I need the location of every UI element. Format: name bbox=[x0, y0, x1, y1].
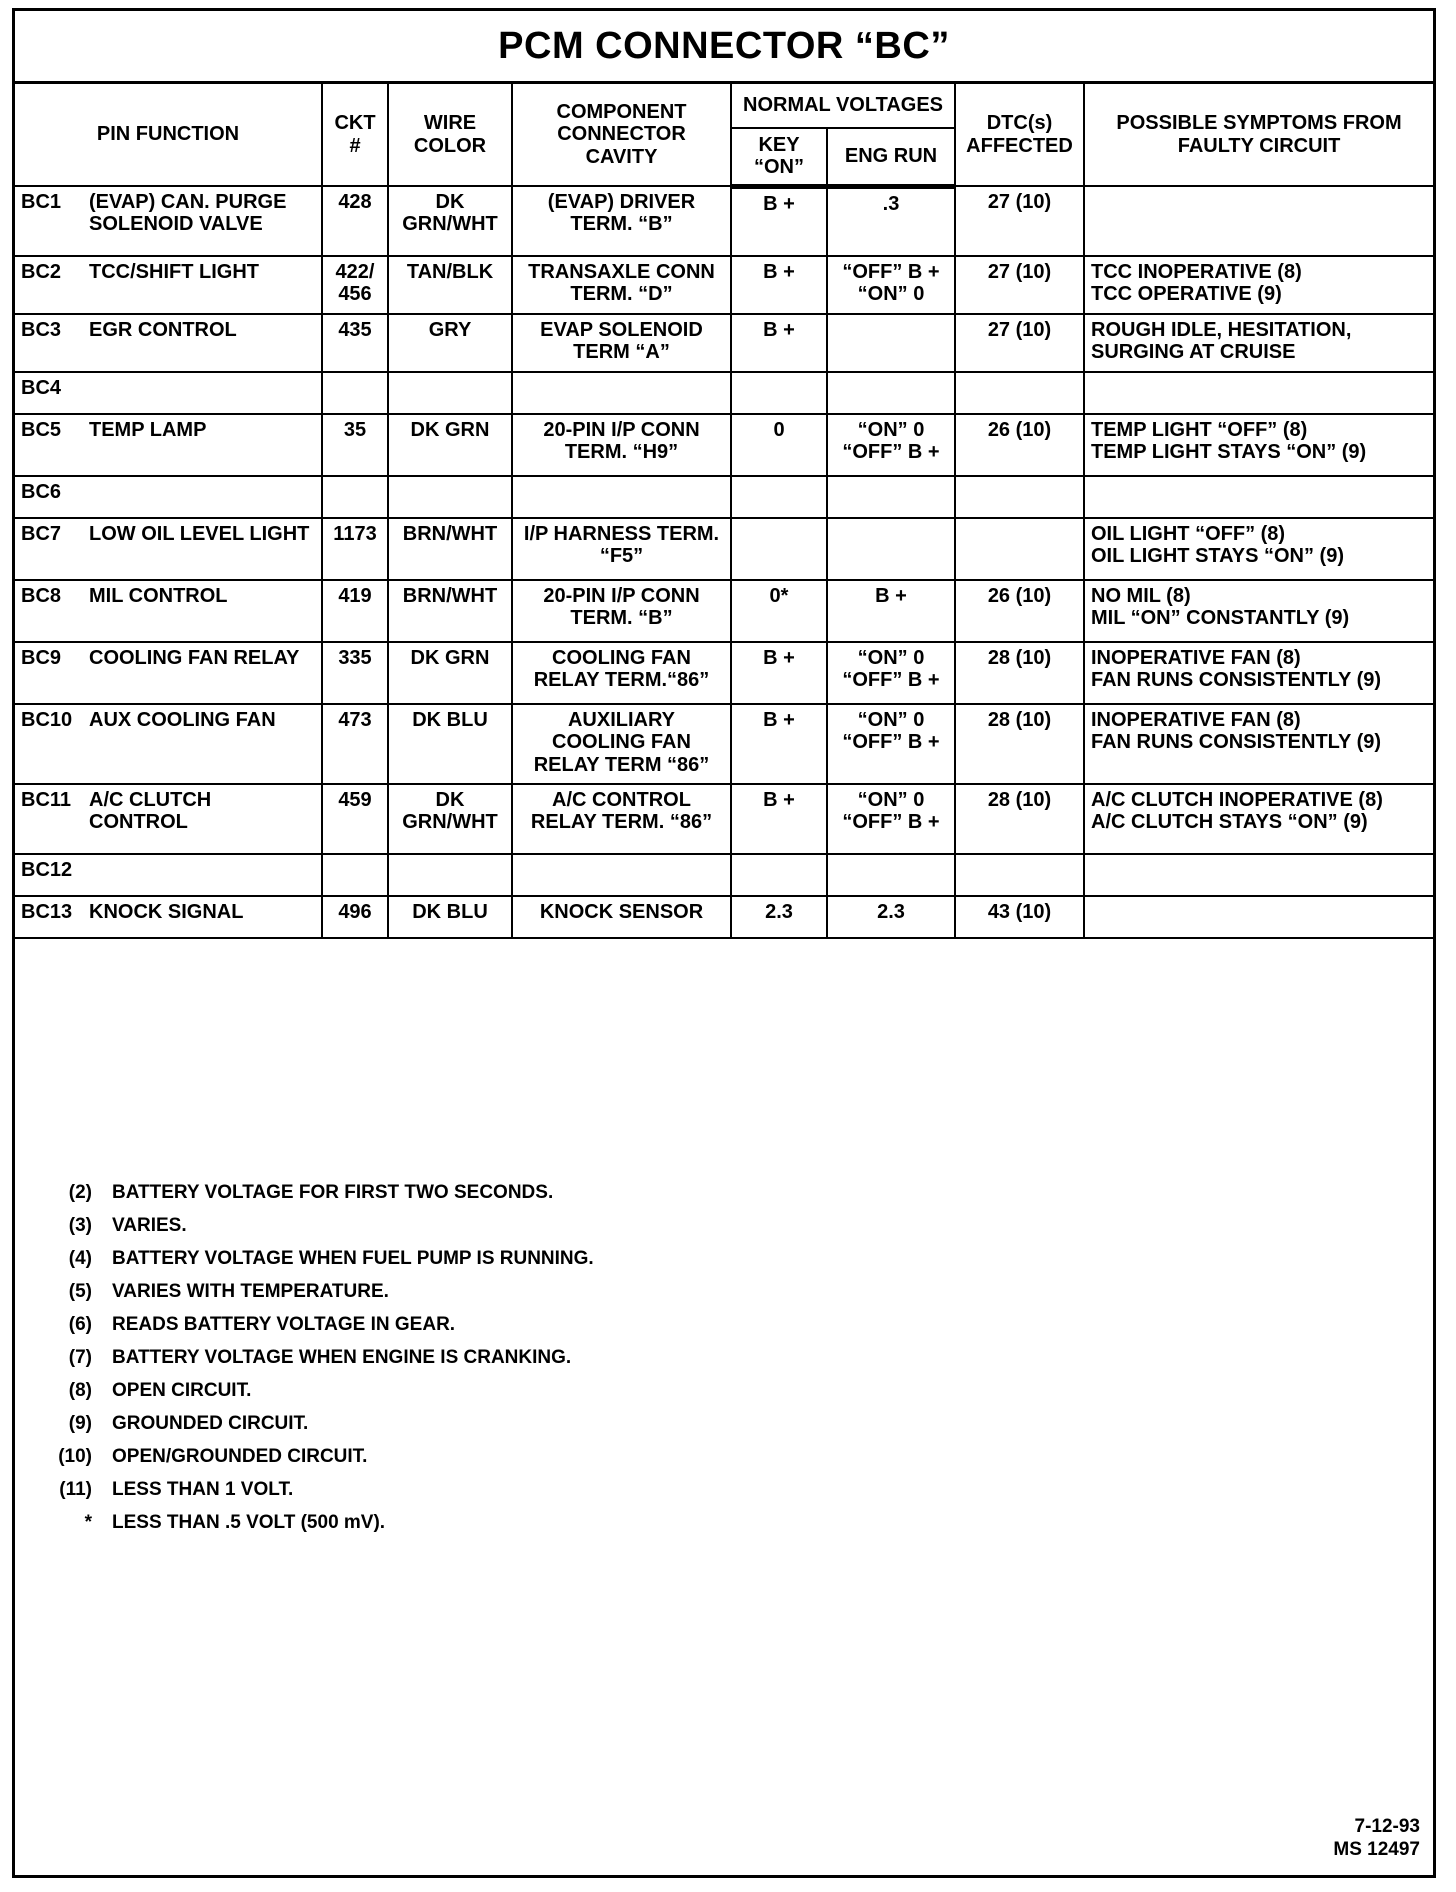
dtc-cell: 26 (10) bbox=[955, 414, 1084, 476]
pin-function: LOW OIL LEVEL LIGHT bbox=[89, 523, 310, 545]
dtc-cell: 28 (10) bbox=[955, 784, 1084, 854]
key-on-cell: 0* bbox=[731, 580, 827, 642]
symptom-line: SURGING AT CRUISE bbox=[1091, 341, 1296, 364]
key-on-cell bbox=[731, 854, 827, 896]
pin-id: BC8 bbox=[21, 585, 62, 607]
eng-run-cell bbox=[827, 854, 955, 896]
component-cell: (EVAP) DRIVER TERM. “B” bbox=[512, 186, 731, 256]
symptom-line: A/C CLUTCH STAYS “ON” (9) bbox=[1091, 811, 1368, 834]
table-row bbox=[15, 314, 1433, 372]
symptoms-cell bbox=[1084, 642, 1433, 704]
pin-cell bbox=[15, 476, 322, 518]
symptoms-cell bbox=[1084, 414, 1433, 476]
symptom-line: TEMP LIGHT STAYS “ON” (9) bbox=[1091, 441, 1367, 464]
ckt-cell bbox=[322, 854, 388, 896]
note-key: (7) bbox=[68, 1346, 92, 1368]
component-cell: 20-PIN I/P CONN TERM. “H9” bbox=[512, 414, 731, 476]
pin-function bbox=[89, 481, 315, 503]
note-text: BATTERY VOLTAGE FOR FIRST TWO SECONDS. bbox=[112, 1181, 554, 1203]
wire-color-cell: GRY bbox=[388, 314, 512, 372]
pin-id: BC4 bbox=[21, 377, 62, 399]
key-on-cell: B + bbox=[731, 784, 827, 854]
pin-id: BC6 bbox=[21, 481, 62, 503]
pin-cell bbox=[15, 896, 322, 938]
symptom-line: OIL LIGHT “OFF” (8) bbox=[1091, 523, 1286, 545]
component-cell bbox=[512, 854, 731, 896]
key-on-cell: B + bbox=[731, 186, 827, 256]
document-footer bbox=[1333, 1816, 1420, 1862]
pin-cell bbox=[15, 314, 322, 372]
symptom-line: A/C CLUTCH INOPERATIVE (8) bbox=[1091, 789, 1383, 811]
key-on-cell bbox=[731, 518, 827, 580]
pin-function bbox=[89, 377, 315, 399]
eng-run-cell: “ON” 0 “OFF” B + bbox=[827, 704, 955, 784]
symptom-line: TCC OPERATIVE (9) bbox=[1091, 283, 1282, 306]
table-row bbox=[15, 518, 1433, 580]
wire-color-cell: BRN/WHT bbox=[388, 518, 512, 580]
table-row bbox=[15, 704, 1433, 784]
header-ckt: CKT # bbox=[322, 84, 388, 186]
note-text: VARIES. bbox=[112, 1214, 187, 1236]
dtc-cell: 27 (10) bbox=[955, 256, 1084, 314]
table-row bbox=[15, 896, 1433, 938]
component-cell bbox=[512, 476, 731, 518]
ckt-cell: 419 bbox=[322, 580, 388, 642]
pin-id: BC1 bbox=[21, 191, 62, 213]
key-on-cell bbox=[731, 372, 827, 414]
dtc-cell bbox=[955, 476, 1084, 518]
dtc-cell bbox=[955, 372, 1084, 414]
pin-id: BC9 bbox=[21, 647, 62, 669]
header-component: COMPONENT CONNECTOR CAVITY bbox=[512, 84, 731, 186]
note-text: VARIES WITH TEMPERATURE. bbox=[112, 1280, 389, 1302]
pin-cell bbox=[15, 256, 322, 314]
ckt-cell: 35 bbox=[322, 414, 388, 476]
dtc-cell: 28 (10) bbox=[955, 704, 1084, 784]
note-text: OPEN/GROUNDED CIRCUIT. bbox=[112, 1445, 368, 1467]
note-key: (9) bbox=[68, 1412, 92, 1434]
eng-run-cell: “ON” 0 “OFF” B + bbox=[827, 784, 955, 854]
note-key: (4) bbox=[68, 1247, 92, 1269]
eng-run-cell bbox=[827, 372, 955, 414]
ckt-cell: 459 bbox=[322, 784, 388, 854]
dtc-cell bbox=[955, 854, 1084, 896]
symptom-line: FAN RUNS CONSISTENTLY (9) bbox=[1091, 669, 1382, 692]
dtc-cell: 27 (10) bbox=[955, 186, 1084, 256]
component-cell: EVAP SOLENOID TERM “A” bbox=[512, 314, 731, 372]
note-item bbox=[36, 1374, 594, 1407]
connector-sheet bbox=[12, 8, 1436, 1878]
key-on-cell bbox=[731, 476, 827, 518]
wire-color-cell: DK GRN bbox=[388, 642, 512, 704]
ckt-cell: 335 bbox=[322, 642, 388, 704]
note-text: GROUNDED CIRCUIT. bbox=[112, 1412, 309, 1434]
eng-run-cell: B + bbox=[827, 580, 955, 642]
component-cell: KNOCK SENSOR bbox=[512, 896, 731, 938]
pin-cell bbox=[15, 414, 322, 476]
note-key: (10) bbox=[58, 1445, 92, 1467]
pin-function: A/C CLUTCH CONTROL bbox=[89, 789, 212, 834]
table-row bbox=[15, 642, 1433, 704]
ckt-cell bbox=[322, 372, 388, 414]
note-text: READS BATTERY VOLTAGE IN GEAR. bbox=[112, 1313, 456, 1335]
component-cell: AUXILIARY COOLING FAN RELAY TERM “86” bbox=[512, 704, 731, 784]
pin-id: BC12 bbox=[21, 859, 73, 881]
symptoms-cell bbox=[1084, 854, 1433, 896]
pin-cell bbox=[15, 186, 322, 256]
ckt-cell: 496 bbox=[322, 896, 388, 938]
footer-code: MS 12497 bbox=[1333, 1839, 1420, 1861]
wire-color-cell: BRN/WHT bbox=[388, 580, 512, 642]
eng-run-cell bbox=[827, 518, 955, 580]
key-on-cell: B + bbox=[731, 704, 827, 784]
symptom-line: FAN RUNS CONSISTENTLY (9) bbox=[1091, 731, 1382, 754]
pin-id: BC7 bbox=[21, 523, 62, 545]
wire-color-cell bbox=[388, 854, 512, 896]
dtc-cell: 43 (10) bbox=[955, 896, 1084, 938]
ckt-cell: 428 bbox=[322, 186, 388, 256]
symptoms-cell bbox=[1084, 256, 1433, 314]
wire-color-cell bbox=[388, 372, 512, 414]
wire-color-cell: TAN/BLK bbox=[388, 256, 512, 314]
note-key: (8) bbox=[68, 1379, 92, 1401]
wire-color-cell: DK BLU bbox=[388, 704, 512, 784]
pin-function: TEMP LAMP bbox=[89, 419, 207, 441]
key-on-cell: 0 bbox=[731, 414, 827, 476]
symptoms-cell bbox=[1084, 314, 1433, 372]
note-item bbox=[36, 1407, 594, 1440]
note-item bbox=[36, 1341, 594, 1374]
pin-id: BC2 bbox=[21, 261, 62, 283]
pin-cell bbox=[15, 580, 322, 642]
pin-function: (EVAP) CAN. PURGE SOLENOID VALVE bbox=[89, 191, 287, 236]
note-key: * bbox=[84, 1511, 92, 1533]
component-cell: I/P HARNESS TERM. “F5” bbox=[512, 518, 731, 580]
wire-color-cell: DK GRN bbox=[388, 414, 512, 476]
ckt-cell: 473 bbox=[322, 704, 388, 784]
note-item bbox=[36, 1209, 594, 1242]
note-text: OPEN CIRCUIT. bbox=[112, 1379, 252, 1401]
pin-cell bbox=[15, 372, 322, 414]
key-on-cell: B + bbox=[731, 642, 827, 704]
note-item bbox=[36, 1506, 594, 1539]
note-item bbox=[36, 1176, 594, 1209]
table-row bbox=[15, 186, 1433, 256]
pin-function: KNOCK SIGNAL bbox=[89, 901, 244, 923]
eng-run-cell: “ON” 0 “OFF” B + bbox=[827, 642, 955, 704]
pin-cell bbox=[15, 784, 322, 854]
pin-function: TCC/SHIFT LIGHT bbox=[89, 261, 259, 283]
header-dtc: DTC(s) AFFECTED bbox=[955, 84, 1084, 186]
symptoms-cell bbox=[1084, 518, 1433, 580]
eng-run-cell: “ON” 0 “OFF” B + bbox=[827, 414, 955, 476]
symptoms-cell bbox=[1084, 896, 1433, 938]
wire-color-cell: DK GRN/WHT bbox=[388, 784, 512, 854]
symptoms-cell bbox=[1084, 476, 1433, 518]
dtc-cell: 26 (10) bbox=[955, 580, 1084, 642]
note-item bbox=[36, 1308, 594, 1341]
footer-date: 7-12-93 bbox=[1354, 1816, 1420, 1838]
symptom-line: INOPERATIVE FAN (8) bbox=[1091, 709, 1301, 731]
key-on-cell: B + bbox=[731, 314, 827, 372]
header-key-on: KEY “ON” bbox=[731, 128, 827, 186]
page-title: PCM CONNECTOR “BC” bbox=[15, 11, 1433, 84]
wire-color-cell bbox=[388, 476, 512, 518]
wire-color-cell: DK GRN/WHT bbox=[388, 186, 512, 256]
ckt-cell: 435 bbox=[322, 314, 388, 372]
dtc-cell: 28 (10) bbox=[955, 642, 1084, 704]
eng-run-cell bbox=[827, 476, 955, 518]
note-item bbox=[36, 1275, 594, 1308]
header-symptoms: POSSIBLE SYMPTOMS FROM FAULTY CIRCUIT bbox=[1084, 84, 1433, 186]
symptom-line: OIL LIGHT STAYS “ON” (9) bbox=[1091, 545, 1344, 568]
ckt-cell: 1173 bbox=[322, 518, 388, 580]
symptom-line: MIL “ON” CONSTANTLY (9) bbox=[1091, 607, 1350, 630]
header-wire-color: WIRE COLOR bbox=[388, 84, 512, 186]
table-row bbox=[15, 854, 1433, 896]
header-pin-function: PIN FUNCTION bbox=[15, 84, 322, 186]
component-cell bbox=[512, 372, 731, 414]
key-on-cell: 2.3 bbox=[731, 896, 827, 938]
pin-table bbox=[15, 84, 1433, 939]
symptoms-cell bbox=[1084, 186, 1433, 256]
key-on-cell: B + bbox=[731, 256, 827, 314]
pin-id: BC5 bbox=[21, 419, 62, 441]
table-row bbox=[15, 580, 1433, 642]
table-row bbox=[15, 372, 1433, 414]
table-row bbox=[15, 784, 1433, 854]
note-text: LESS THAN .5 VOLT (500 mV). bbox=[112, 1511, 386, 1533]
pin-id: BC10 bbox=[21, 709, 73, 731]
component-cell: 20-PIN I/P CONN TERM. “B” bbox=[512, 580, 731, 642]
symptom-line: INOPERATIVE FAN (8) bbox=[1091, 647, 1301, 669]
pin-id: BC3 bbox=[21, 319, 62, 341]
pin-cell bbox=[15, 518, 322, 580]
eng-run-cell bbox=[827, 314, 955, 372]
pin-function: MIL CONTROL bbox=[89, 585, 228, 607]
component-cell: A/C CONTROL RELAY TERM. “86” bbox=[512, 784, 731, 854]
eng-run-cell: .3 bbox=[827, 186, 955, 256]
eng-run-cell: 2.3 bbox=[827, 896, 955, 938]
dtc-cell bbox=[955, 518, 1084, 580]
pin-cell bbox=[15, 642, 322, 704]
notes-list bbox=[36, 1176, 594, 1539]
symptoms-cell bbox=[1084, 784, 1433, 854]
symptoms-cell bbox=[1084, 580, 1433, 642]
pin-function bbox=[89, 859, 315, 881]
ckt-cell bbox=[322, 476, 388, 518]
note-item bbox=[36, 1440, 594, 1473]
symptoms-cell bbox=[1084, 704, 1433, 784]
table-row bbox=[15, 256, 1433, 314]
note-item bbox=[36, 1242, 594, 1275]
pin-function: AUX COOLING FAN bbox=[89, 709, 276, 731]
header-normal-voltages: NORMAL VOLTAGES bbox=[731, 84, 955, 128]
component-cell: TRANSAXLE CONN TERM. “D” bbox=[512, 256, 731, 314]
symptom-line: TEMP LIGHT “OFF” (8) bbox=[1091, 419, 1308, 441]
note-key: (11) bbox=[59, 1478, 92, 1500]
dtc-cell: 27 (10) bbox=[955, 314, 1084, 372]
pin-cell bbox=[15, 704, 322, 784]
eng-run-cell: “OFF” B + “ON” 0 bbox=[827, 256, 955, 314]
note-text: BATTERY VOLTAGE WHEN ENGINE IS CRANKING. bbox=[112, 1346, 572, 1368]
header-eng-run: ENG RUN bbox=[827, 128, 955, 186]
pin-function: COOLING FAN RELAY bbox=[89, 647, 300, 669]
table-row bbox=[15, 414, 1433, 476]
pin-id: BC11 bbox=[21, 789, 72, 811]
component-cell: COOLING FAN RELAY TERM.“86” bbox=[512, 642, 731, 704]
note-key: (2) bbox=[68, 1181, 92, 1203]
wire-color-cell: DK BLU bbox=[388, 896, 512, 938]
ckt-cell: 422/ 456 bbox=[322, 256, 388, 314]
note-text: BATTERY VOLTAGE WHEN FUEL PUMP IS RUNNING. bbox=[112, 1247, 594, 1269]
symptom-line: ROUGH IDLE, HESITATION, bbox=[1091, 319, 1352, 341]
symptom-line: TCC INOPERATIVE (8) bbox=[1091, 261, 1302, 283]
note-item bbox=[36, 1473, 594, 1506]
symptoms-cell bbox=[1084, 372, 1433, 414]
pin-cell bbox=[15, 854, 322, 896]
pin-function: EGR CONTROL bbox=[89, 319, 237, 341]
note-key: (6) bbox=[68, 1313, 92, 1335]
note-text: LESS THAN 1 VOLT. bbox=[112, 1478, 294, 1500]
table-row bbox=[15, 476, 1433, 518]
pin-id: BC13 bbox=[21, 901, 73, 923]
note-key: (5) bbox=[68, 1280, 92, 1302]
symptom-line: NO MIL (8) bbox=[1091, 585, 1191, 607]
note-key: (3) bbox=[68, 1214, 92, 1236]
